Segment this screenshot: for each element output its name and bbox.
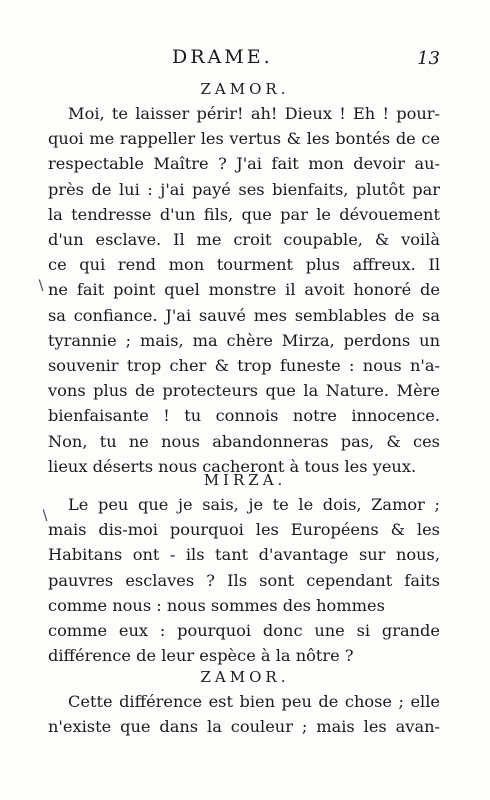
speech-paragraph bbox=[48, 492, 440, 668]
text-line: n'existe que dans la couleur ; mais les avan- bbox=[48, 717, 440, 737]
text-line: bienfaisante ! tu connois notre innocence. bbox=[48, 406, 440, 426]
running-head-title: DRAME. bbox=[172, 46, 273, 68]
margin-mark: ∖ bbox=[40, 508, 49, 524]
page-number: 13 bbox=[417, 48, 440, 69]
text-line: sa confiance. J'ai sauvé mes semblables de sa bbox=[48, 305, 440, 325]
text-line: comme nous : nous sommes des hommes bbox=[48, 595, 385, 615]
running-head bbox=[60, 46, 440, 76]
text-line: Moi, te laisser périr! ah! Dieux ! Eh ! pour- bbox=[68, 104, 440, 123]
text-line: la tendresse d'un fils, que par le dévouement bbox=[48, 204, 440, 224]
speech-paragraph bbox=[48, 101, 440, 479]
text-line: lieux déserts nous cacheront à tous les yeux. bbox=[48, 456, 417, 476]
text-line: pauvres esclaves ? Ils sont cependant faits bbox=[48, 570, 440, 590]
speech-paragraph bbox=[48, 689, 440, 739]
text-line: Habitans ont - ils tant d'avantage sur nous, bbox=[48, 545, 440, 565]
speaker-name: MIRZA. bbox=[203, 471, 287, 489]
margin-mark: ∖ bbox=[36, 278, 45, 294]
text-line: souvenir trop cher & trop funeste : nous n'a- bbox=[48, 356, 440, 376]
text-line: d'un esclave. Il me croit coupable, & voilà bbox=[48, 230, 440, 250]
text-line: mais dis-moi pourquoi les Européens & les bbox=[48, 520, 440, 540]
text-line: ne fait point quel monstre il avoit honoré de bbox=[48, 280, 440, 300]
text-line: quoi me rappeller les vertus & les bontés de ce bbox=[48, 129, 440, 149]
text-line: Non, tu ne nous abandonneras pas, & ces bbox=[48, 431, 440, 451]
text-line: vons plus de protecteurs que la Nature. Mère bbox=[48, 381, 440, 401]
speaker-name: ZAMOR. bbox=[200, 668, 290, 686]
text-line: ce qui rend mon tourment plus affreux. Il bbox=[48, 255, 440, 275]
speaker-name: ZAMOR. bbox=[200, 80, 290, 98]
text-line: respectable Maître ? J'ai fait mon devoir au- bbox=[48, 154, 440, 174]
text-line: Cette différence est bien peu de chose ; elle bbox=[68, 692, 440, 711]
text-line: Le peu que je sais, je te le dois, Zamor ; bbox=[68, 495, 440, 514]
text-line: tyrannie ; mais, ma chère Mirza, perdons un bbox=[48, 330, 440, 350]
text-line: près de lui : j'ai payé ses bienfaits, plutôt par bbox=[48, 179, 440, 199]
text-line: comme eux : pourquoi donc une si grande bbox=[48, 621, 440, 641]
text-line: différence de leur espèce à la nôtre ? bbox=[48, 646, 354, 666]
